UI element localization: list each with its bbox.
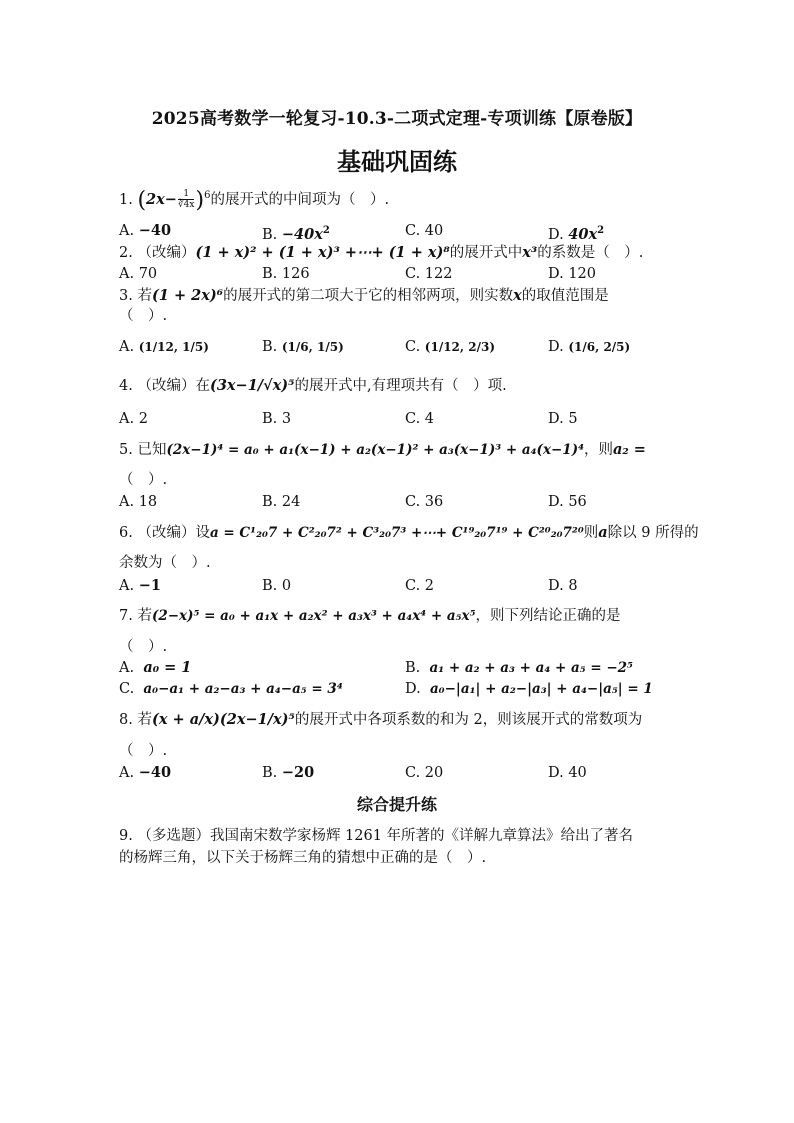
question-5-continued: （ ）. [119,472,168,488]
question-9: 9. （多选题）我国南宋数学家杨辉 1261 年所著的《详解九章算法》给出了著名 [119,828,634,844]
q7-option-a: A. a₀ = 1 [119,659,192,676]
question-6: 6. （改编）设a = C¹₂₀7 + C²₂₀7² + C³₂₀7³ +⋯+ C¹⁹₂₀7¹⁹ + C²⁰₂₀7²⁰则a除以 9 所得的 [119,524,699,541]
q7-option-b: B. a₁ + a₂ + a₃ + a₄ + a₅ = −2⁵ [405,660,633,676]
q4-option-b: B. 3 [262,411,292,427]
q3-option-a: A. (1/12, 1/5) [119,339,209,355]
q2-option-a: A. 70 [119,266,158,282]
section-title-comprehensive: 综合提升练 [356,795,437,814]
question-7: 7. 若(2−x)⁵ = a₀ + a₁x + a₂x² + a₃x³ + a₄x⁴ + a₅x⁵，则下列结论正确的是 [119,608,621,624]
q3-option-d: D. (1/6, 2/5) [548,339,631,355]
q1-option-b: B. $-40x^2$ [262,225,330,243]
document-title: 2025高考数学一轮复习-10.3-二项式定理-专项训练【原卷版】 [151,109,643,129]
q2-option-b: B. 126 [262,266,310,282]
q8-option-d: D. 40 [548,765,587,781]
q3-option-b: B. (1/6, 1/5) [262,339,344,355]
question-8: 8. 若(x + a/x)(2x−1/x)⁵的展开式中各项系数的和为 2，则该展开式的常数项为 [119,711,643,728]
q6-option-d: D. 8 [548,578,578,594]
q5-option-c: C. 36 [405,494,444,510]
fraction: $\frac{1}{∛4x}$ [177,189,195,211]
section-title-basic: 基础巩固练 [337,147,457,176]
question-9-continued: 的杨辉三角，以下关于杨辉三角的猜想中正确的是（ ）. [119,850,487,866]
question-6-continued: 余数为（ ）. [119,555,211,571]
q6-option-c: C. 2 [405,578,435,594]
q7-option-d: D. a₀−|a₁| + a₂−|a₃| + a₄−|a₅| = 1 [405,681,653,697]
q6-option-a: A. −1 [119,577,161,594]
q8-option-c: C. 20 [405,765,444,781]
question-2: 2. （改编）(1 + x)² + (1 + x)³ +⋯+ (1 + x)⁸的展开式中x³的系数是（ ）. [119,244,644,261]
q4-option-c: C. 4 [405,411,435,427]
q1-option-a: A. −40 [119,222,172,239]
q5-option-d: D. 56 [548,494,587,510]
q6-option-b: B. 0 [262,578,292,594]
q8-option-a: A. −40 [119,764,172,781]
q5-option-a: A. 18 [119,494,158,510]
q1-option-c: C. 40 [405,223,444,239]
question-1: 1. (2x− $\frac{1}{∛4x}$ )$^6$的展开式的中间项为（ ）. [119,187,390,213]
q8-option-b: B. −20 [262,764,315,781]
q7-option-c: C. a₀−a₁ + a₂−a₃ + a₄−a₅ = 3⁴ [119,681,343,697]
question-4: 4. （改编）在(3x−1/√x)⁵的展开式中,有理项共有（ ）项. [119,377,507,394]
q2-option-d: D. 120 [548,266,597,282]
question-7-continued: （ ）. [119,639,168,655]
q2-option-c: C. 122 [405,266,453,282]
q1-option-d: D. $40x^2$ [548,225,605,243]
question-8-continued: （ ）. [119,743,168,759]
q4-option-a: A. 2 [119,411,148,427]
question-3-continued: （ ）. [119,308,168,324]
q5-option-b: B. 24 [262,494,301,510]
question-5: 5. 已知(2x−1)⁴ = a₀ + a₁(x−1) + a₂(x−1)² + a₃(x−1)³ + a₄(x−1)⁴，则a₂ = [119,441,646,458]
q3-option-c: C. (1/12, 2/3) [405,339,496,355]
q4-option-d: D. 5 [548,411,578,427]
question-3: 3. 若(1 + 2x)⁶的展开式的第二项大于它的相邻两项，则实数x的取值范围是 [119,287,609,304]
